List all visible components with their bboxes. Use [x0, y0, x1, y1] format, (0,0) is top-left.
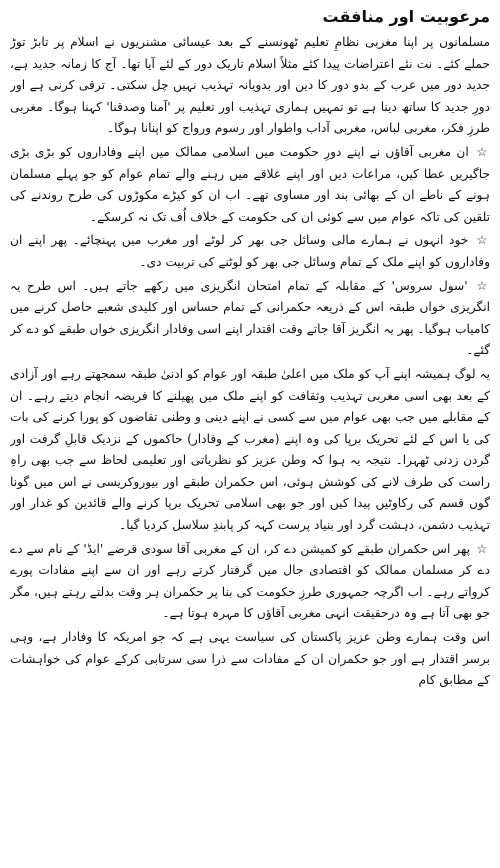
- paragraph-3: [10, 230, 490, 273]
- page-title: مرعوبیت اور منافقت: [322, 7, 490, 26]
- paragraph-7: [10, 627, 490, 692]
- star-bullet-icon: ☆: [476, 541, 488, 556]
- star-bullet-icon: ☆: [476, 233, 488, 248]
- paragraph-6: [10, 539, 490, 625]
- paragraph-text: اس وقت ہمارے وطن عزیز پاکستان کی سیاست یہی ہے کہ جو امریکہ کا وفادار ہے، وہی برسر اقتدار ہے اور جو حکمران ان کے مفادات سے ذرا سی سرتابی کرکے عوام کی خواہشات کے مطابق کام: [10, 630, 490, 688]
- paragraph-text: پھر اس حکمران طبقے کو کمیشن دے کر، ان کے مغربی آقا سودی قرضے 'ایڈ' کے نام سے دے دے کر مسلمان ممالک کو اقتصادی جال میں گرفتار کرتے رہے اور ان سے اپنے مفادات پورے کرواتے رہے۔ اب اگرچہ جمہوری طرزِ حکومت کی بنا پر حکمران ہر وقت بدلتے رہتے ہیں، مگر جو بھی آتا ہے وہ درحقیقت انہی مغربی آقاؤں کا مہرہ ہوتا ہے۔: [10, 541, 490, 621]
- document-page: [10, 6, 490, 856]
- paragraph-1: [10, 32, 490, 140]
- paragraph-2: [10, 142, 490, 228]
- paragraph-4: [10, 276, 490, 362]
- paragraph-text: خود انہوں نے ہمارے مالی وسائل جی بھر کر لوٹے اور مغرب میں پہنچائے۔ پھر اپنے ان وفاداروں کو اپنے ملک کے تمام وسائل جی بھر کو لوٹنے کی تربیت دی۔: [10, 233, 490, 269]
- star-bullet-icon: ☆: [476, 144, 488, 159]
- paragraph-text: یہ لوگ ہمیشہ اپنے آپ کو ملک میں اعلیٰ طبقہ اور عوام کو ادنیٰ طبقہ سمجھتے رہے اور آزادی کے بعد بھی اسی مغربی تہذیب وثقافت کو اپنے ملک میں پھیلنے کا فریضہ انجام دیتے رہے۔ ان کے مقابلے میں جب بھی عوام میں سے کسی نے اپنے دینی و وطنی تقاضوں کو پورا کرنے کی بات کی یا اس کے لئے تحریک برپا کی وہ اپنے (مغرب کے وفادار) حاکموں کے نزدیک قابلِ گرفت اور گردن زدنی ٹھہرا۔ نتیجہ یہ ہوا کہ وطن عزیز کو نظریاتی اور تعلیمی لحاظ سے جب بھی راہِ راست کی طرف لانے کی کوشش ہوئی، اس حکمران طبقے اور بیوروکریسی نے اس میں گونا گوں قسم کی رکاوٹیں پیدا کیں اور جو بھی اسلامی تحریک برپا کرنے والے قائدین کو غدار اور تہذیب دشمن، دہشت گرد اور بنیاد پرست کہہ کر پابندِ سلاسل کردیا گیا۔: [10, 366, 490, 533]
- paragraph-text: مسلمانوں پر اپنا مغربی نظامِ تعلیم ٹھونسنے کے بعد عیسائی مشنریوں نے اسلام پر تابڑ توڑ حملے کئے۔ نت نئے اعتراضات پیدا کئے مثلاً اسلام تاریک دور کے لئے آیا تھا۔ آج کا زمانہ جدید ہے، جدید دور میں عرب کے بدو دور کا دین اور بدویانہ تہذیب نہیں چل سکتی۔ ترقی کرنی ہے اور دورِ جدید کا ساتھ دینا ہے تو تمہیں ہماری تہذیب اور تعلیم پر 'آمنا وصدقنا' کہنا ہوگا۔ مغربی طرزِ فکر، مغربی لباس، مغربی آداب واطوار اور رسوم ورواج کو اپنانا ہوگا۔: [10, 35, 490, 136]
- star-bullet-icon: ☆: [476, 278, 488, 293]
- paragraph-5: [10, 364, 490, 537]
- paragraph-text: 'سول سروس' کے مقابلہ کے تمام امتحان انگریزی میں رکھے جاتے ہیں۔ اس طرح یہ انگریزی خواں طبقہ اس کے ذریعہ حکمرانی کے تمام حساس اور کلیدی شعبے حاصل کرنے میں کامیاب ہوگیا۔ پھر یہ انگریز آقا جاتے وقت اقتدار اپنے اسی وفادار انگریزی خواں طبقے کو دے کر گئے۔: [10, 278, 490, 358]
- paragraph-text: ان مغربی آقاؤں نے اپنے دورِ حکومت میں اسلامی ممالک میں اپنے وفاداروں کو بڑی بڑی جاگیریں عطا کیں، مراعات دیں اور اپنے علاقے میں رہنے والے تمام عوام کو جو پہلے مسلمان ہونے کے ناطے ان کے بھائی بند اور مساوی تھے۔ اب ان کو کیڑے مکوڑوں کی طرح روندنے کی تلقین کی تاکہ عوام میں سے کوئی ان کی حکومت کے خلاف اُف تک نہ کرسکے۔: [10, 144, 490, 224]
